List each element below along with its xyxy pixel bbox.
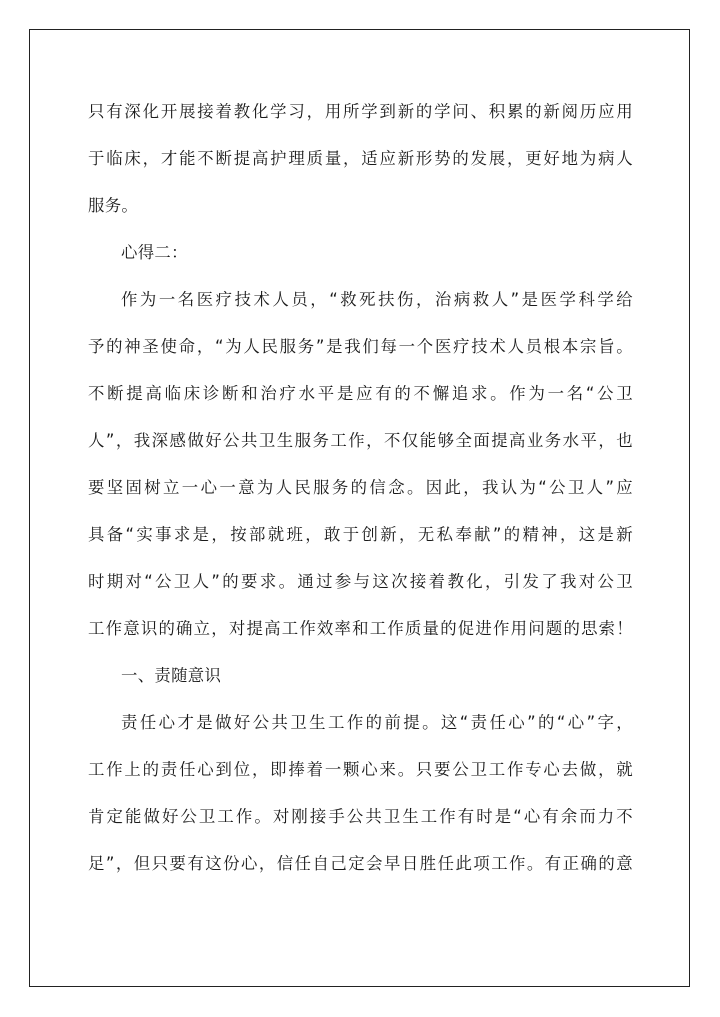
text-line: 作为一名医疗技术人员，“救死扶伤，治病救人”是医学科学给 [121, 290, 633, 309]
page-border [29, 29, 690, 987]
text-line: 足”，但只要有这份心，信任自己定会早日胜任此项工作。有正确的意 [88, 854, 633, 873]
text-line: 具备“实事求是，按部就班，敢于创新，无私奉献”的精神，这是新 [88, 525, 633, 544]
section-heading: 一、责随意识 [121, 666, 222, 685]
text-line: 服务。 [88, 196, 139, 215]
text-line: 人”，我深感做好公共卫生服务工作，不仅能够全面提高业务水平，也 [88, 431, 633, 450]
text-line: 肯定能做好公卫工作。对刚接手公共卫生工作有时是“心有余而力不 [88, 807, 633, 826]
text-line: 于临床，才能不断提高护理质量，适应新形势的发展，更好地为病人 [88, 149, 633, 168]
text-line: 不断提高临床诊断和治疗水平是应有的不懈追求。作为一名“公卫 [88, 384, 633, 403]
section-heading: 心得二： [121, 243, 188, 262]
text-line: 时期对“公卫人”的要求。通过参与这次接着教化，引发了我对公卫 [88, 572, 633, 591]
text-line: 只有深化开展接着教化学习，用所学到新的学问、积累的新阅历应用 [88, 102, 633, 121]
text-line: 工作上的责任心到位，即捧着一颗心来。只要公卫工作专心去做，就 [88, 760, 633, 779]
text-line: 要坚固树立一心一意为人民服务的信念。因此，我认为“公卫人”应 [88, 478, 633, 497]
text-line: 工作意识的确立，对提高工作效率和工作质量的促进作用问题的思索！ [88, 619, 633, 638]
text-line: 予的神圣使命，“为人民服务”是我们每一个医疗技术人员根本宗旨。 [88, 337, 633, 356]
text-line: 责任心才是做好公共卫生工作的前提。这“责任心”的“心”字， [121, 713, 633, 732]
